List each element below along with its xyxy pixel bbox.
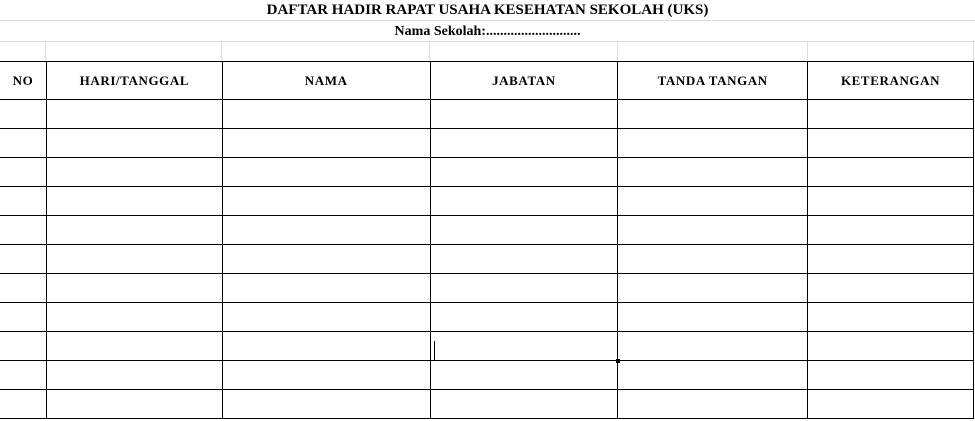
cell-no[interactable]: [0, 390, 46, 419]
cell-jabatan[interactable]: [430, 303, 618, 332]
cell-tanda-tangan[interactable]: [618, 245, 808, 274]
cell-keterangan[interactable]: [808, 390, 974, 419]
gridline: [617, 42, 618, 61]
table-row: [0, 100, 974, 129]
cell-no[interactable]: [0, 158, 46, 187]
cell-nama[interactable]: [222, 129, 430, 158]
fill-handle[interactable]: [616, 359, 620, 363]
table-row: [0, 332, 974, 361]
cell-no[interactable]: [0, 100, 46, 129]
cell-jabatan[interactable]: [430, 274, 618, 303]
header-keterangan[interactable]: KETERANGAN: [808, 62, 974, 100]
selected-cell[interactable]: [430, 332, 618, 361]
cell-nama[interactable]: [222, 245, 430, 274]
cell-hari-tanggal[interactable]: [46, 332, 222, 361]
cell-keterangan[interactable]: [808, 303, 974, 332]
cell-hari-tanggal[interactable]: [46, 158, 222, 187]
cell-keterangan[interactable]: [808, 129, 974, 158]
cell-jabatan[interactable]: [430, 187, 618, 216]
cell-tanda-tangan[interactable]: [618, 158, 808, 187]
cell-hari-tanggal[interactable]: [46, 187, 222, 216]
cell-tanda-tangan[interactable]: [618, 100, 808, 129]
cell-tanda-tangan[interactable]: [618, 390, 808, 419]
cell-hari-tanggal[interactable]: [46, 129, 222, 158]
text-cursor: [434, 341, 435, 361]
cell-hari-tanggal[interactable]: [46, 245, 222, 274]
cell-jabatan[interactable]: [430, 245, 618, 274]
table-row: [0, 390, 974, 419]
cell-nama[interactable]: [222, 361, 430, 390]
attendance-table: [0, 61, 974, 419]
cell-no[interactable]: [0, 303, 46, 332]
cell-keterangan[interactable]: [808, 216, 974, 245]
cell-no[interactable]: [0, 332, 46, 361]
cell-tanda-tangan[interactable]: [618, 303, 808, 332]
cell-hari-tanggal[interactable]: [46, 274, 222, 303]
cell-tanda-tangan[interactable]: [618, 129, 808, 158]
table-body: [0, 100, 974, 419]
cell-no[interactable]: [0, 361, 46, 390]
cell-jabatan[interactable]: [430, 129, 618, 158]
cell-jabatan[interactable]: [430, 361, 618, 390]
cell-hari-tanggal[interactable]: [46, 390, 222, 419]
gridline: [973, 42, 974, 61]
cell-tanda-tangan[interactable]: [618, 332, 808, 361]
table-row: [0, 274, 974, 303]
cell-hari-tanggal[interactable]: [46, 100, 222, 129]
cell-tanda-tangan[interactable]: [618, 187, 808, 216]
cell-hari-tanggal[interactable]: [46, 216, 222, 245]
cell-jabatan[interactable]: [430, 158, 618, 187]
header-hari-tanggal[interactable]: HARI/TANGGAL: [46, 62, 222, 100]
table-row: [0, 303, 974, 332]
table-row: [0, 129, 974, 158]
table-row: [0, 361, 974, 390]
header-row: [0, 62, 974, 100]
cell-jabatan[interactable]: [430, 216, 618, 245]
table-row: [0, 158, 974, 187]
blank-spacer-row[interactable]: [0, 42, 975, 61]
cell-nama[interactable]: [222, 158, 430, 187]
header-jabatan[interactable]: JABATAN: [430, 62, 618, 100]
cell-jabatan[interactable]: [430, 100, 618, 129]
cell-no[interactable]: [0, 216, 46, 245]
cell-nama[interactable]: [222, 390, 430, 419]
school-name-line[interactable]: Nama Sekolah:...........................: [0, 21, 975, 42]
cell-nama[interactable]: [222, 216, 430, 245]
cell-nama[interactable]: [222, 274, 430, 303]
cell-nama[interactable]: [222, 187, 430, 216]
cell-keterangan[interactable]: [808, 187, 974, 216]
cell-keterangan[interactable]: [808, 100, 974, 129]
cell-no[interactable]: [0, 129, 46, 158]
cell-keterangan[interactable]: [808, 158, 974, 187]
cell-keterangan[interactable]: [808, 245, 974, 274]
cell-tanda-tangan[interactable]: [618, 216, 808, 245]
cell-nama[interactable]: [222, 100, 430, 129]
cell-nama[interactable]: [222, 332, 430, 361]
cell-hari-tanggal[interactable]: [46, 361, 222, 390]
gridline: [45, 42, 46, 61]
cell-keterangan[interactable]: [808, 361, 974, 390]
gridline: [807, 42, 808, 61]
cell-no[interactable]: [0, 245, 46, 274]
header-tanda-tangan[interactable]: TANDA TANGAN: [618, 62, 808, 100]
gridline: [221, 42, 222, 61]
cell-no[interactable]: [0, 187, 46, 216]
cell-tanda-tangan[interactable]: [618, 274, 808, 303]
cell-jabatan[interactable]: [430, 390, 618, 419]
header-nama[interactable]: NAMA: [222, 62, 430, 100]
cell-nama[interactable]: [222, 303, 430, 332]
table-row: [0, 216, 974, 245]
header-no[interactable]: NO: [0, 62, 46, 100]
gridline: [429, 42, 430, 61]
cell-keterangan[interactable]: [808, 274, 974, 303]
table-row: [0, 187, 974, 216]
cell-tanda-tangan[interactable]: [618, 361, 808, 390]
sheet-title[interactable]: DAFTAR HADIR RAPAT USAHA KESEHATAN SEKOLAH (UKS): [0, 0, 975, 21]
cell-hari-tanggal[interactable]: [46, 303, 222, 332]
table-row: [0, 245, 974, 274]
cell-keterangan[interactable]: [808, 332, 974, 361]
cell-no[interactable]: [0, 274, 46, 303]
